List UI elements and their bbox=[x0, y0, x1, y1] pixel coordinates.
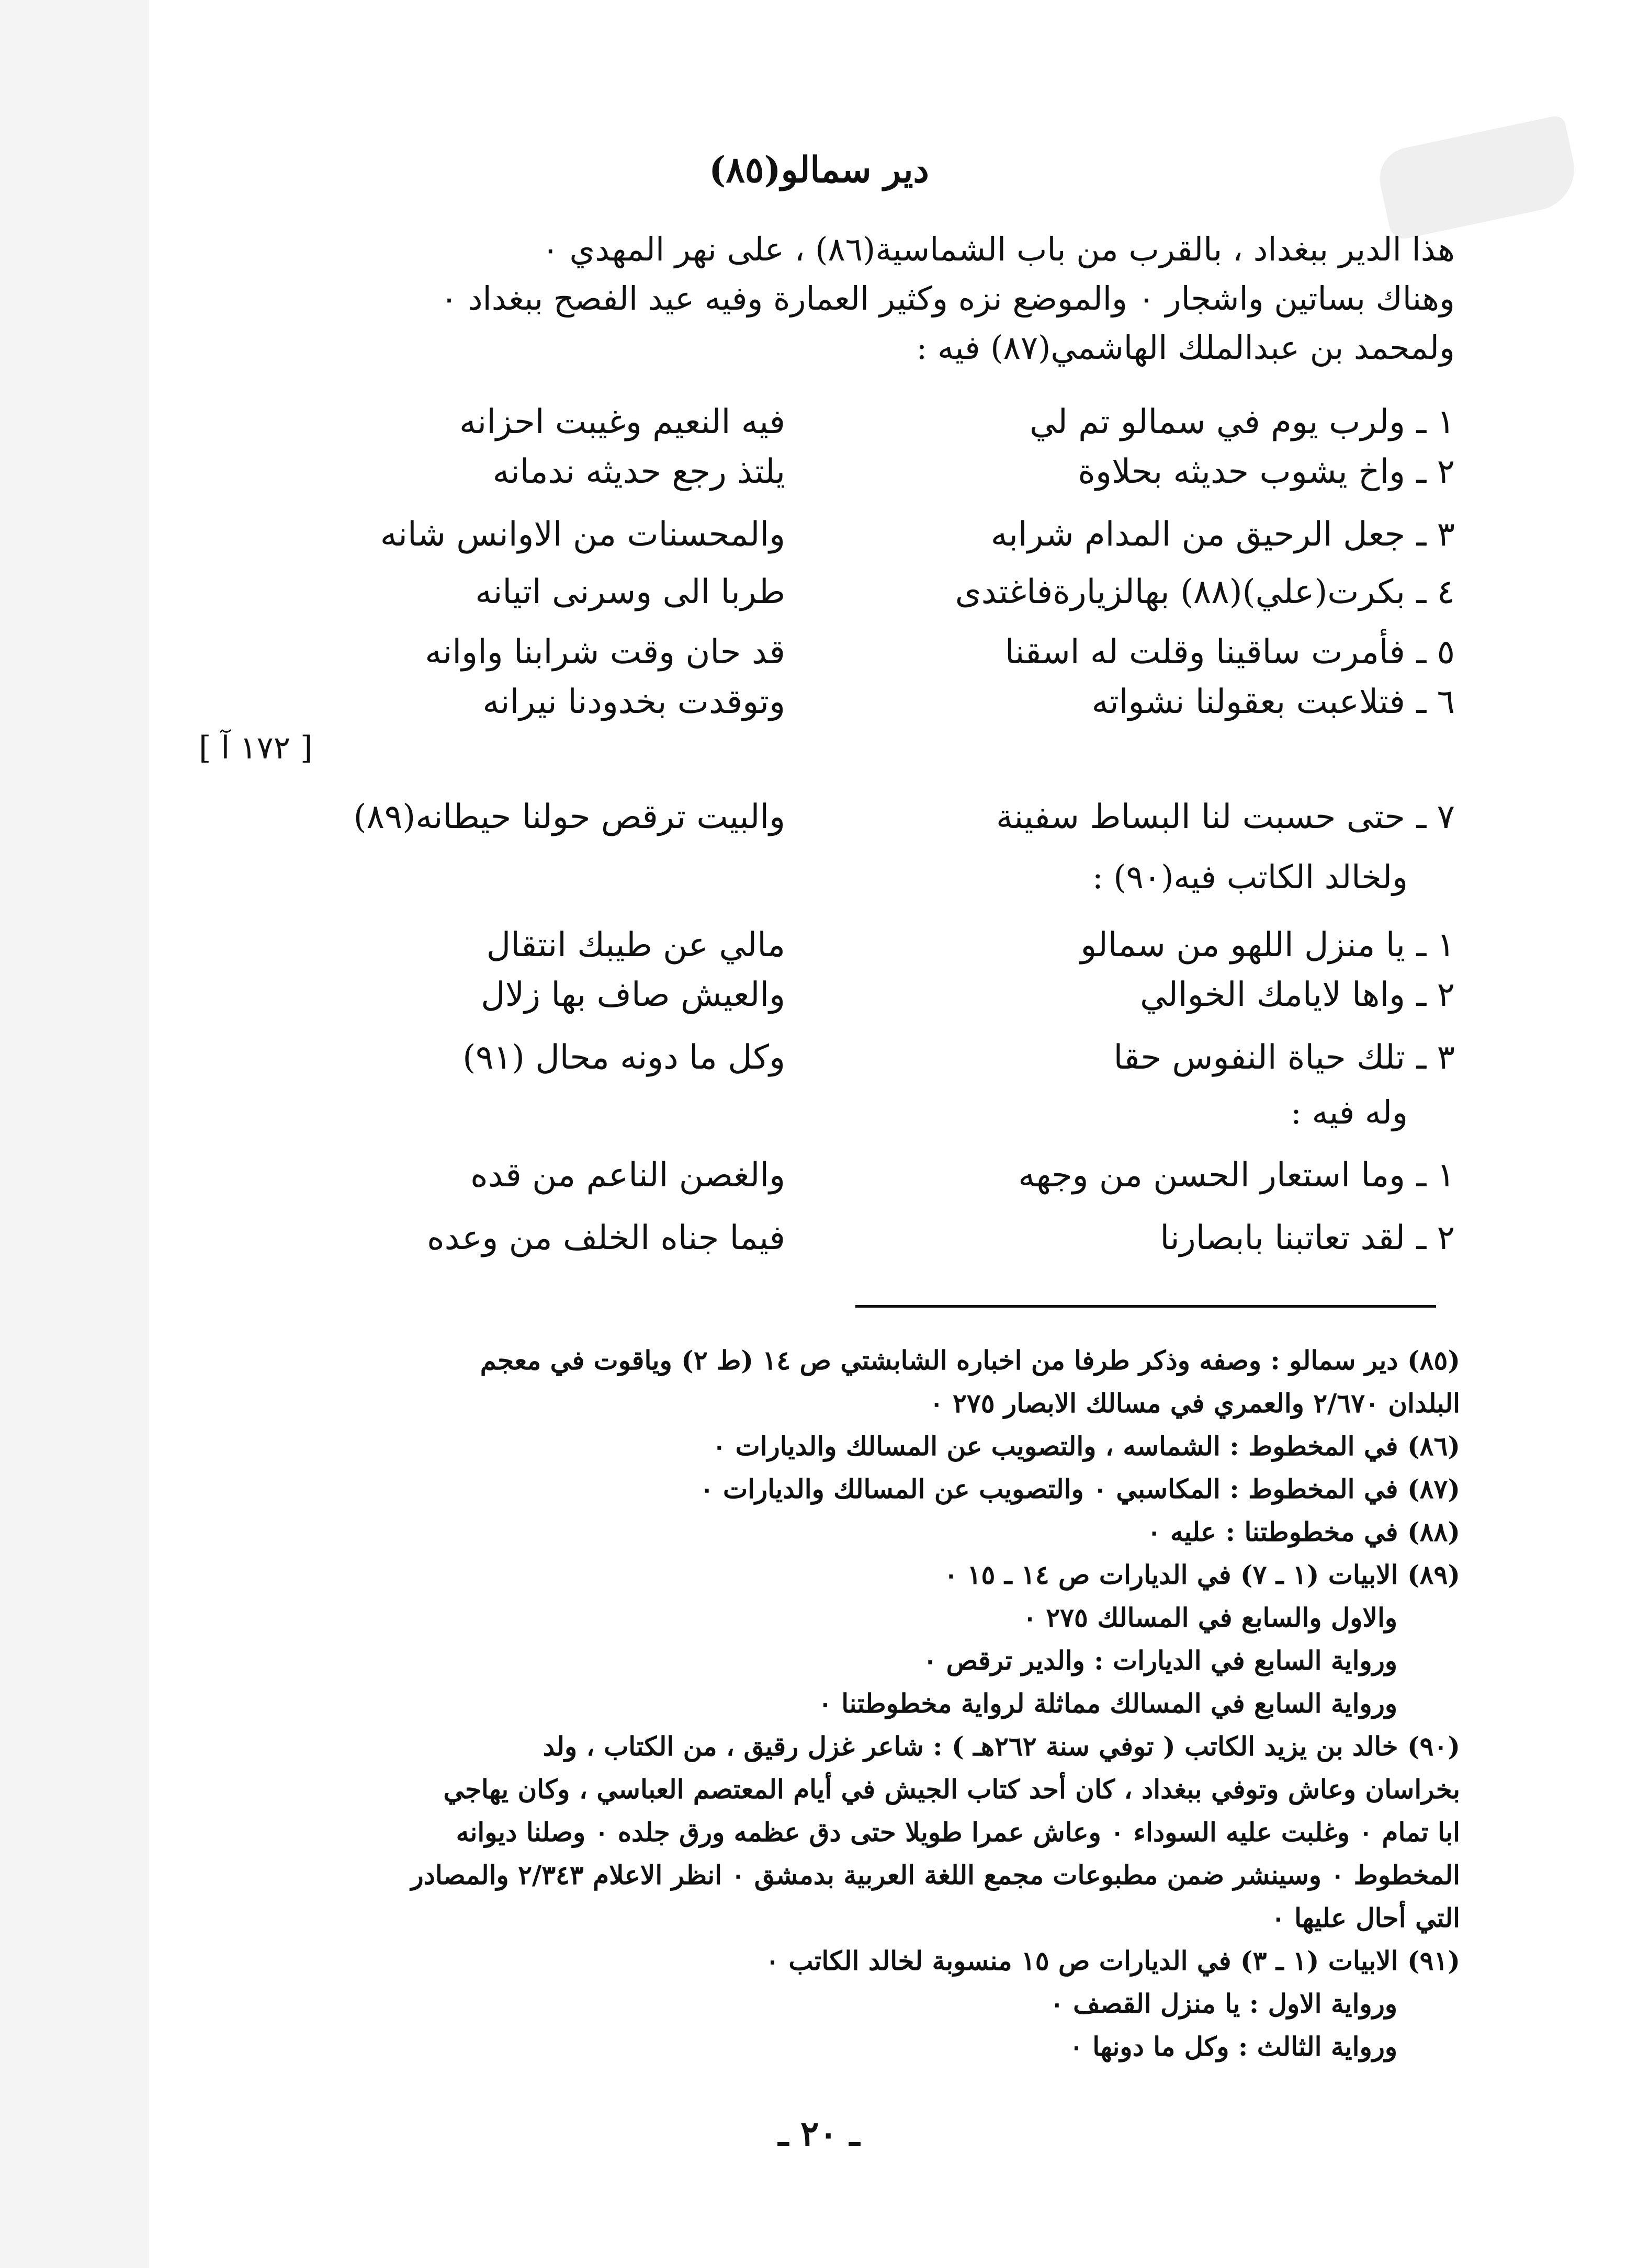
footnotes bbox=[173, 1339, 1460, 2068]
verse-second-hemistich: فيما جناه الخلف من وعده bbox=[427, 1219, 785, 1257]
footnote-line: (٨٥) دير سمالو : وصفه وذكر طرفا من اخباره الشابشتي ص ١٤ (ط ٢) وياقوت في معجم bbox=[480, 1345, 1460, 1376]
intro-line: وهناك بساتين واشجار ٠ والموضع نزه وكثير العمارة وفيه عيد الفصح ببغداد ٠ bbox=[440, 279, 1455, 317]
verse-number: ١ ـ bbox=[1416, 1156, 1455, 1195]
footnote-line: (٨٨) في مخطوطتنا : عليه ٠ bbox=[1147, 1516, 1460, 1547]
verse-second-hemistich: والبيت ترقص حولنا حيطانه(٨٩) bbox=[353, 798, 785, 836]
footnote-line: المخطوط ٠ وسينشر ضمن مطبوعات مجمع اللغة العربية بدمشق ٠ انظر الاعلام ٢/٣٤٣ والمصادر bbox=[411, 1859, 1460, 1890]
subheading-khalid: ولخالد الكاتب فيه(٩٠) : bbox=[1092, 858, 1408, 896]
intro-line: ولمحمد بن عبدالملك الهاشمي(٨٧) فيه : bbox=[916, 328, 1455, 367]
verse-first-hemistich: جعل الرحيق من المدام شرابه bbox=[990, 515, 1405, 554]
verse-number: ١ ـ bbox=[1416, 926, 1455, 965]
poem1-verse bbox=[184, 798, 1455, 845]
verse-number: ٧ ـ bbox=[1416, 798, 1455, 836]
scan-margin-shade bbox=[0, 0, 149, 2268]
poem2-verse bbox=[184, 976, 1455, 1023]
verse-first-hemistich: بكرت(علي)(٨٨) بهالزيارةفاغتدى bbox=[955, 573, 1405, 611]
poem1-verse bbox=[184, 573, 1455, 620]
footnote-line: (٨٦) في المخطوط : الشماسه ، والتصويب عن المسالك والديارات ٠ bbox=[712, 1431, 1460, 1461]
footnote-line: ورواية السابع في المسالك مماثلة لرواية مخطوطتنا ٠ bbox=[818, 1688, 1397, 1719]
verse-second-hemistich: وتوقدت بخدودنا نيرانه bbox=[482, 683, 785, 721]
verse-second-hemistich: والعيش صاف بها زلال bbox=[481, 976, 785, 1014]
verse-first-hemistich: حتى حسبت لنا البساط سفينة bbox=[996, 798, 1405, 836]
verse-second-hemistich: مالي عن طيبك انتقال bbox=[486, 926, 785, 965]
folio-marker: [ ١٧٢ آ ] bbox=[199, 730, 313, 766]
verse-second-hemistich: والغصن الناعم من قده bbox=[470, 1156, 785, 1195]
footnote-line: (٩١) الابيات (١ ـ ٣) في الديارات ص ١٥ منسوبة لخالد الكاتب ٠ bbox=[765, 1945, 1460, 1976]
footnote-line: ابا تمام ٠ وغلبت عليه السوداء ٠ وعاش عمرا طويلا حتى دق عظمه ورق جلده ٠ وصلنا ديوانه bbox=[456, 1817, 1460, 1847]
verse-second-hemistich: قد حان وقت شرابنا واوانه bbox=[425, 633, 785, 672]
poem1-verse bbox=[184, 452, 1455, 500]
verse-number: ٤ ـ bbox=[1416, 573, 1455, 611]
poem1-verse bbox=[184, 683, 1455, 730]
poem2-verse bbox=[184, 926, 1455, 973]
footnote-line: ورواية الثالث : وكل ما دونها ٠ bbox=[1069, 2031, 1397, 2062]
footnote-line: بخراسان وعاش وتوفي ببغداد ، كان أحد كتاب الجيش في أيام المعتصم العباسي ، وكان يهاجي bbox=[443, 1774, 1460, 1805]
poem2-verse bbox=[184, 1038, 1455, 1085]
verse-first-hemistich: لقد تعاتبنا بابصارنا bbox=[1160, 1219, 1405, 1257]
poem1-verse bbox=[184, 633, 1455, 680]
verse-first-hemistich: واخ يشوب حديثه بحلاوة bbox=[1078, 452, 1405, 491]
verse-number: ٥ ـ bbox=[1416, 633, 1455, 672]
footnote-line: ورواية السابع في الديارات : والدير ترقص ٠ bbox=[923, 1645, 1397, 1676]
footnote-line: التي أحال عليها ٠ bbox=[1271, 1902, 1460, 1933]
footnote-line: (٨٧) في المخطوط : المكاسبي ٠ والتصويب عن المسالك والديارات ٠ bbox=[699, 1473, 1460, 1504]
footnote-line: ورواية الاول : يا منزل القصف ٠ bbox=[1049, 1988, 1397, 2019]
intro-line: هذا الدير ببغداد ، بالقرب من باب الشماسية(٨٦) ، على نهر المهدي ٠ bbox=[541, 230, 1455, 268]
verse-number: ٣ ـ bbox=[1416, 515, 1455, 554]
intro-paragraph bbox=[184, 225, 1455, 372]
poem3-verse bbox=[184, 1219, 1455, 1266]
verse-second-hemistich: وكل ما دونه محال (٩١) bbox=[462, 1038, 785, 1077]
verse-number: ٢ ـ bbox=[1416, 1219, 1455, 1257]
page-number: ـ ٢٠ ـ bbox=[778, 2113, 860, 2154]
verse-second-hemistich: طربا الى وسرنى اتيانه bbox=[475, 573, 785, 611]
verse-first-hemistich: ولرب يوم في سمالو تم لي bbox=[1029, 403, 1405, 441]
verse-first-hemistich: فأمرت ساقينا وقلت له اسقنا bbox=[1004, 633, 1405, 672]
poem1-verse bbox=[184, 515, 1455, 562]
page-title: دير سمالو(٨٥) bbox=[709, 149, 929, 191]
verse-first-hemistich: وما استعار الحسن من وجهه bbox=[1018, 1156, 1405, 1195]
footnote-line: (٩٠) خالد بن يزيد الكاتب ( توفي سنة ٢٦٢هـ ) : شاعر غزل رقيق ، من الكتاب ، ولد bbox=[543, 1731, 1460, 1762]
verse-second-hemistich: يلتذ رجع حديثه ندمانه bbox=[492, 452, 785, 491]
footnote-line: البلدان ٢/٦٧٠ والعمري في مسالك الابصار ٢٧٥ ٠ bbox=[929, 1388, 1460, 1419]
poem1-verse bbox=[184, 403, 1455, 450]
footnote-divider bbox=[855, 1305, 1436, 1308]
verse-number: ٢ ـ bbox=[1416, 976, 1455, 1014]
verse-first-hemistich: فتلاعبت بعقولنا نشواته bbox=[1091, 683, 1405, 721]
verse-number: ٢ ـ bbox=[1416, 452, 1455, 491]
footnote-line: والاول والسابع في المسالك ٢٧٥ ٠ bbox=[1023, 1602, 1397, 1633]
poem3-verse bbox=[184, 1156, 1455, 1203]
subheading-lahu: وله فيه : bbox=[1291, 1093, 1408, 1131]
verse-first-hemistich: واها لايامك الخوالي bbox=[1140, 976, 1405, 1014]
footnote-line: (٨٩) الابيات (١ ـ ٧) في الديارات ص ١٤ ـ ١٥ ٠ bbox=[944, 1559, 1460, 1590]
verse-first-hemistich: يا منزل اللهو من سمالو bbox=[1080, 926, 1405, 965]
verse-second-hemistich: والمحسنات من الاوانس شانه bbox=[380, 515, 785, 554]
verse-number: ٣ ـ bbox=[1416, 1038, 1455, 1077]
verse-first-hemistich: تلك حياة النفوس حقا bbox=[1113, 1038, 1405, 1077]
verse-number: ٦ ـ bbox=[1416, 683, 1455, 721]
verse-second-hemistich: فيه النعيم وغيبت احزانه bbox=[459, 403, 785, 441]
verse-number: ١ ـ bbox=[1416, 403, 1455, 441]
